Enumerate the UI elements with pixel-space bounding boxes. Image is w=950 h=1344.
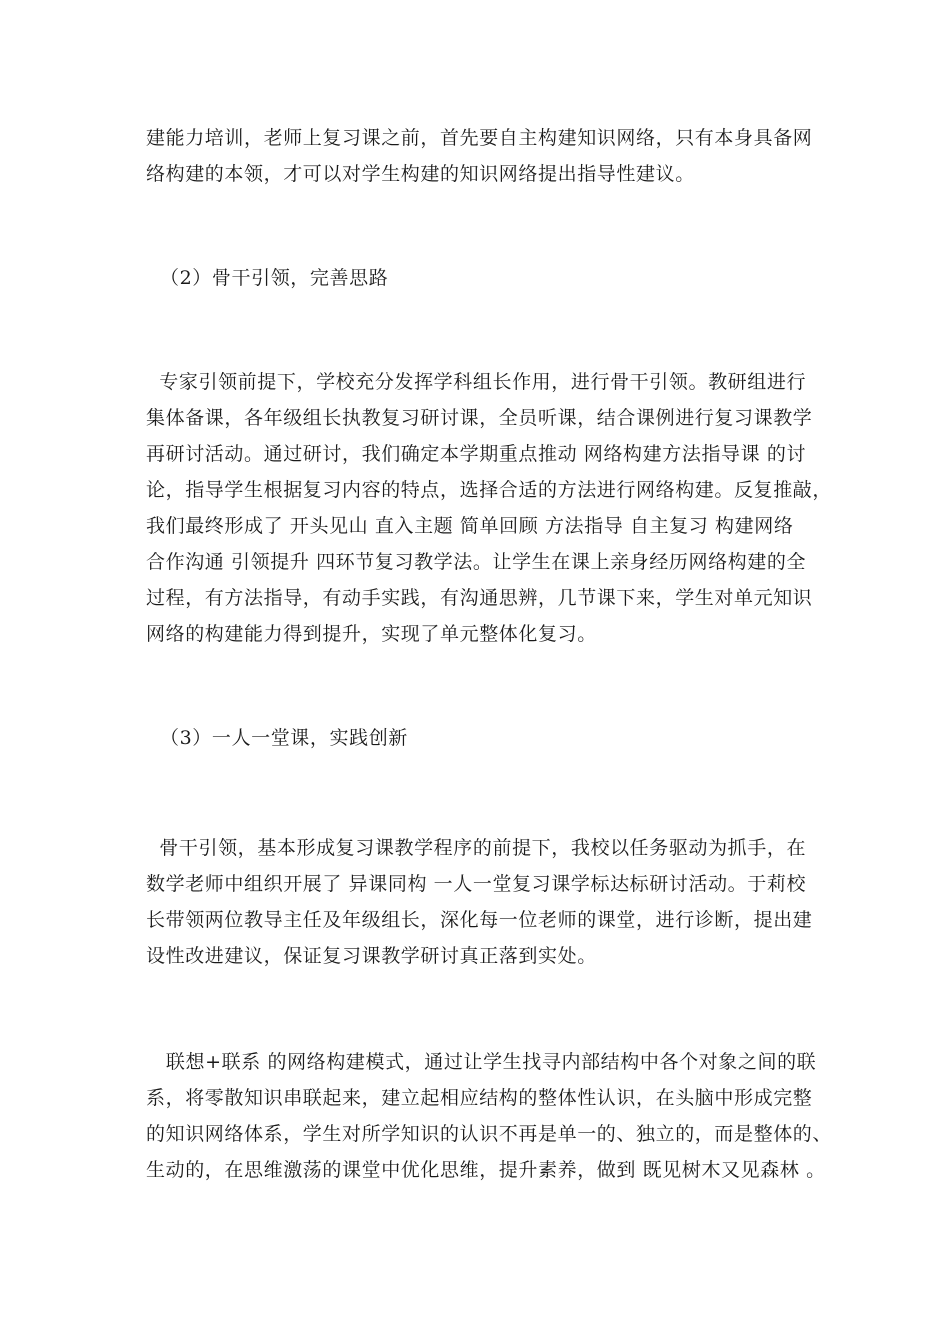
paragraph-2-line-5: 我们最终形成了 开头见山 直入主题 简单回顾 方法指导 自主复习 构建网络	[146, 515, 794, 537]
section-heading-3: （3）一人一堂课，实践创新	[160, 727, 408, 749]
paragraph-4-line-4: 生动的，在思维激荡的课堂中优化思维，提升素养，做到 既见树木又见森林 。	[146, 1159, 826, 1181]
paragraph-1-line-2: 络构建的本领，才可以对学生构建的知识网络提出指导性建议。	[146, 163, 695, 185]
paragraph-4-line-2: 系，将零散知识串联起来，建立起相应结构的整体性认识，在头脑中形成完整	[146, 1087, 813, 1109]
paragraph-2-line-4: 论，指导学生根据复习内容的特点，选择合适的方法进行网络构建。反复推敲，	[146, 479, 833, 501]
paragraph-3-line-2: 数学老师中组织开展了 异课同构 一人一堂复习课学标达标研讨活动。于莉校	[146, 873, 807, 895]
paragraph-2-line-1: 专家引领前提下，学校充分发挥学科组长作用，进行骨干引领。教研组进行	[146, 371, 807, 393]
paragraph-3-line-1: 骨干引领，基本形成复习课教学程序的前提下，我校以任务驱动为抓手，在	[146, 837, 807, 859]
paragraph-2-line-7: 过程，有方法指导，有动手实践，有沟通思辨，几节课下来，学生对单元知识	[146, 587, 813, 609]
section-heading-2: （2）骨干引领，完善思路	[160, 267, 389, 289]
paragraph-4-line-1: 联想+联系 的网络构建模式，通过让学生找寻内部结构中各个对象之间的联	[146, 1051, 817, 1073]
paragraph-2-line-6: 合作沟通 引领提升 四环节复习教学法。让学生在课上亲身经历网络构建的全	[146, 551, 807, 573]
paragraph-4-line-3: 的知识网络体系，学生对所学知识的认识不再是单一的、独立的，而是整体的、	[146, 1123, 833, 1145]
paragraph-2-line-3: 再研讨活动。通过研讨，我们确定本学期重点推动 网络构建方法指导课 的讨	[146, 443, 807, 465]
paragraph-3-line-3: 长带领两位教导主任及年级组长，深化每一位老师的课堂，进行诊断，提出建	[146, 909, 813, 931]
paragraph-2-line-2: 集体备课，各年级组长执教复习研讨课，全员听课，结合课例进行复习课教学	[146, 407, 813, 429]
paragraph-1-line-1: 建能力培训，老师上复习课之前，首先要自主构建知识网络，只有本身具备网	[146, 127, 813, 149]
paragraph-3-line-4: 设性改进建议，保证复习课教学研讨真正落到实处。	[146, 945, 597, 967]
paragraph-2-line-8: 网络的构建能力得到提升，实现了单元整体化复习。	[146, 623, 597, 645]
